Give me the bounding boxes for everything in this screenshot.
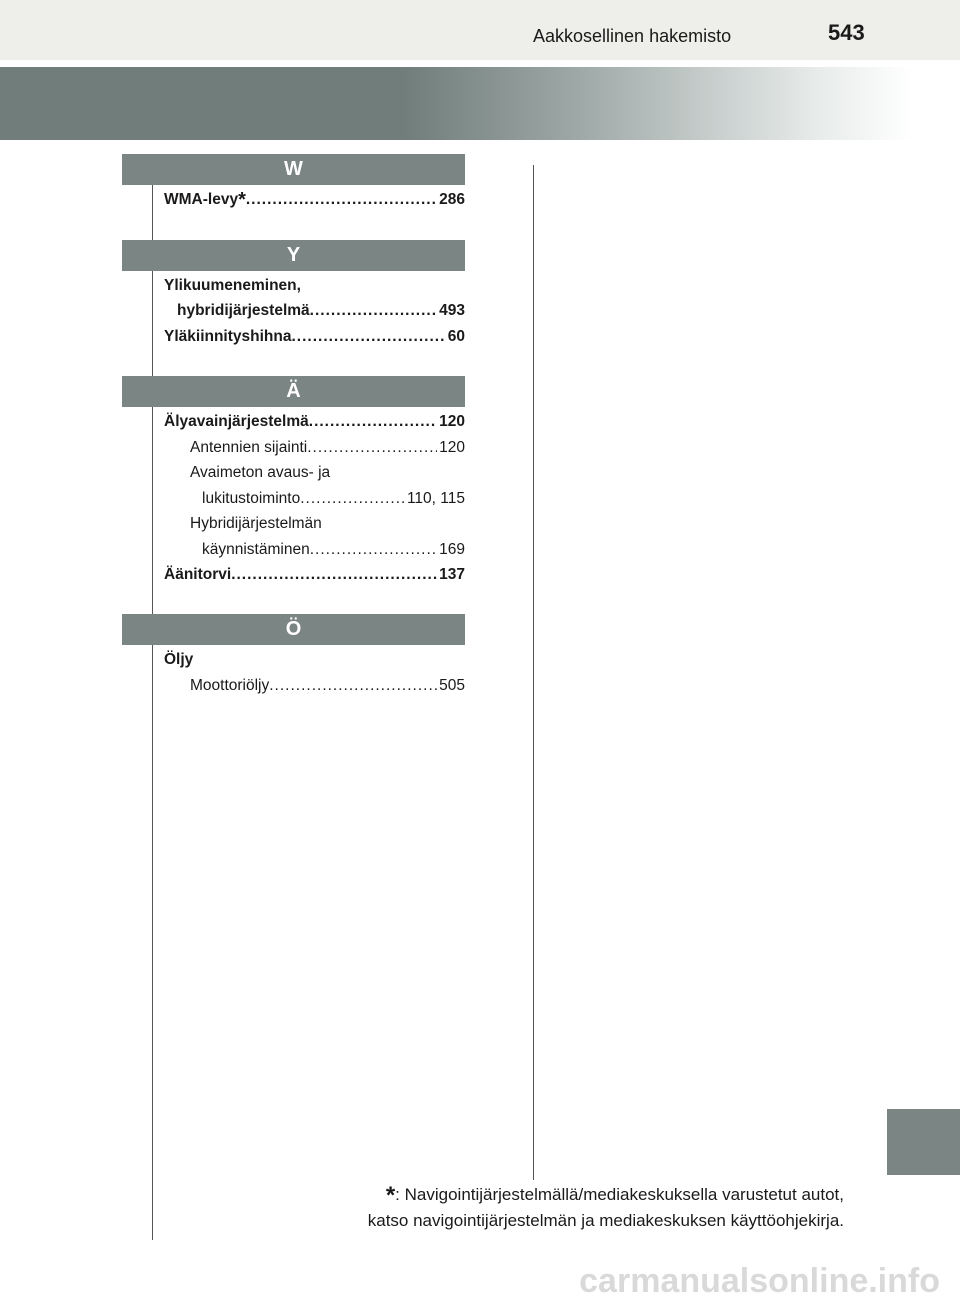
entry-term: WMA-levy [164,191,239,208]
index-subentry-moottorioljy[interactable] [190,674,465,698]
index-subentry-kaynnistaminen[interactable] [202,538,465,562]
entry-term: lukitustoiminto [202,490,301,507]
index-subentry-lukitustoiminto[interactable] [202,487,465,511]
page-header-title: Aakkosellinen hakemisto [533,26,732,46]
entry-term: Äänitorvi [164,566,232,583]
footnote-line-2: katso navigointijärjestelmän ja mediakeskuksen käyttöohjekirja. [367,1211,844,1230]
entry-term: Älyavainjärjestelmä [164,413,309,430]
entry-page: 110, 115 [406,490,465,507]
footnote-line-1: : Navigointijärjestelmällä/mediakeskuksella varustetut autot, [395,1185,844,1204]
entry-page: 120 [439,439,465,456]
entry-page: 169 [439,541,465,558]
section-header-y: Y [122,240,465,271]
index-entry-aanitorvi[interactable] [164,563,465,587]
index-entry-wma-levy[interactable]: WMA-levy * ..... 286 [164,188,465,212]
chapter-side-tab [887,1109,960,1175]
header-banner [0,67,960,140]
section-header-o-umlaut: Ö [122,614,465,645]
leader-dots [231,563,437,587]
entry-page: 493 [439,302,465,319]
leader-dots [307,436,437,460]
index-entry-hybridijarjestelma[interactable] [177,299,465,323]
section-header-w: W [122,154,465,185]
index-entry-alyavainjarjestelma[interactable] [164,410,465,434]
index-subentry-hybridijarjestelman[interactable]: Hybridijärjestelmän [190,515,322,532]
entry-page: 286 [439,191,465,208]
entry-term: Antennien sijainti [190,439,308,456]
leader-dots [300,487,405,511]
entry-page: 505 [439,677,465,694]
left-column-rule [152,185,153,1240]
header-strip [0,0,960,60]
leader-dots [309,410,437,434]
footnote [368,1180,844,1234]
entry-term: Moottoriöljy [190,677,270,694]
index-entry-ylikuumeneminen[interactable]: Ylikuumeneminen, [164,277,301,294]
entry-page: 137 [439,566,465,583]
leader-dots [246,188,437,212]
leader-dots [291,325,445,349]
footnote-marker: * [385,1182,396,1209]
index-entry-oljy[interactable]: Öljy [164,651,194,668]
watermark: carmanualsonline.info [579,1262,940,1300]
leader-dots [310,299,437,323]
page-number: 543 [828,20,865,45]
leader-dots [269,674,437,698]
index-subentry-antennien-sijainti[interactable] [190,436,465,460]
index-subentry-avaimeton-avaus[interactable]: Avaimeton avaus- ja [190,464,331,481]
entry-page: 60 [447,328,465,345]
entry-term: hybridijärjestelmä [177,302,310,319]
entry-term: käynnistäminen [202,541,310,558]
index-entry-ylakiinnityshihna[interactable] [164,325,465,349]
column-divider [533,165,534,1180]
entry-page: 120 [439,413,465,430]
entry-term: Yläkiinnityshihna [164,328,292,345]
section-header-a-umlaut: Ä [122,376,465,407]
leader-dots [310,538,437,562]
